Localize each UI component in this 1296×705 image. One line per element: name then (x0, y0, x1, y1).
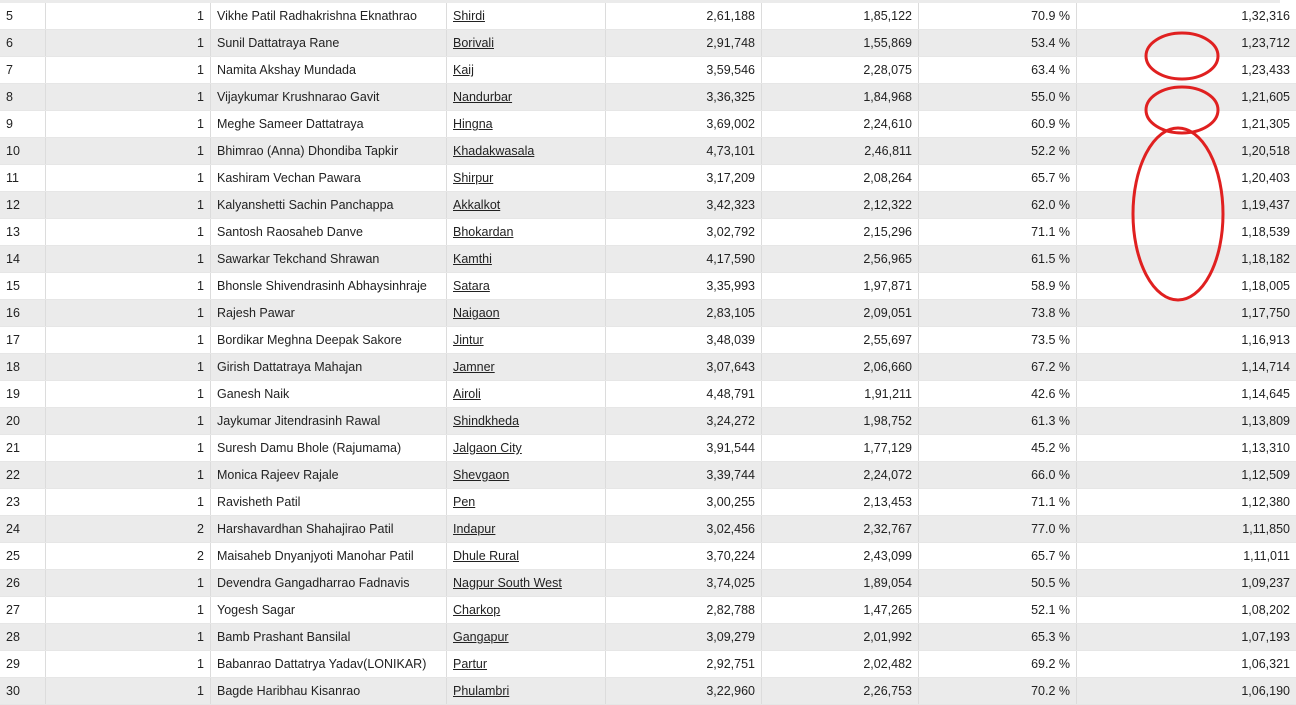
votes-received-cell: 2,09,051 (762, 300, 919, 327)
vote-share-cell: 61.5 % (919, 246, 1077, 273)
constituency-cell (447, 597, 606, 624)
votes-received-cell: 2,26,753 (762, 678, 919, 705)
table-row (0, 111, 1296, 138)
constituency-cell (447, 138, 606, 165)
candidate-name-cell: Jaykumar Jitendrasinh Rawal (211, 408, 447, 435)
round-cell: 1 (46, 219, 211, 246)
vote-share-cell: 65.7 % (919, 165, 1077, 192)
rank-cell: 9 (0, 111, 46, 138)
votes-received-cell: 2,28,075 (762, 57, 919, 84)
vote-share-cell: 70.2 % (919, 678, 1077, 705)
constituency-cell (447, 327, 606, 354)
constituency-cell (447, 30, 606, 57)
vote-share-cell: 73.5 % (919, 327, 1077, 354)
table-row (0, 327, 1296, 354)
constituency-link[interactable]: Satara (453, 279, 490, 293)
total-votes-cell: 2,61,188 (606, 3, 762, 30)
constituency-cell (447, 435, 606, 462)
margin-cell: 1,07,193 (1077, 624, 1296, 651)
votes-received-cell: 2,24,610 (762, 111, 919, 138)
rank-cell: 27 (0, 597, 46, 624)
total-votes-cell: 2,82,788 (606, 597, 762, 624)
rank-cell: 8 (0, 84, 46, 111)
rank-cell: 6 (0, 30, 46, 57)
round-cell: 1 (46, 651, 211, 678)
total-votes-cell: 3,59,546 (606, 57, 762, 84)
constituency-link[interactable]: Shindkheda (453, 414, 519, 428)
constituency-cell (447, 408, 606, 435)
total-votes-cell: 4,48,791 (606, 381, 762, 408)
vote-share-cell: 63.4 % (919, 57, 1077, 84)
constituency-cell (447, 381, 606, 408)
constituency-link[interactable]: Gangapur (453, 630, 509, 644)
total-votes-cell: 3,07,643 (606, 354, 762, 381)
total-votes-cell: 2,83,105 (606, 300, 762, 327)
margin-cell: 1,12,380 (1077, 489, 1296, 516)
table-row (0, 138, 1296, 165)
votes-received-cell: 1,89,054 (762, 570, 919, 597)
round-cell: 1 (46, 165, 211, 192)
constituency-link[interactable]: Airoli (453, 387, 481, 401)
votes-received-cell: 1,85,122 (762, 3, 919, 30)
rank-cell: 29 (0, 651, 46, 678)
constituency-link[interactable]: Nagpur South West (453, 576, 562, 590)
vote-share-cell: 42.6 % (919, 381, 1077, 408)
vote-share-cell: 71.1 % (919, 219, 1077, 246)
vote-share-cell: 45.2 % (919, 435, 1077, 462)
constituency-cell (447, 192, 606, 219)
margin-cell: 1,20,403 (1077, 165, 1296, 192)
rank-cell: 20 (0, 408, 46, 435)
candidate-name-cell: Kashiram Vechan Pawara (211, 165, 447, 192)
table-row (0, 354, 1296, 381)
margin-cell: 1,18,539 (1077, 219, 1296, 246)
candidate-name-cell: Babanrao Dattatrya Yadav(LONIKAR) (211, 651, 447, 678)
table-row (0, 57, 1296, 84)
vote-share-cell: 55.0 % (919, 84, 1077, 111)
constituency-cell (447, 84, 606, 111)
results-table-body (0, 3, 1296, 705)
candidate-name-cell: Monica Rajeev Rajale (211, 462, 447, 489)
margin-cell: 1,06,190 (1077, 678, 1296, 705)
votes-received-cell: 1,97,871 (762, 273, 919, 300)
round-cell: 1 (46, 138, 211, 165)
margin-cell: 1,17,750 (1077, 300, 1296, 327)
table-row (0, 678, 1296, 705)
margin-cell: 1,20,518 (1077, 138, 1296, 165)
votes-received-cell: 2,12,322 (762, 192, 919, 219)
table-row (0, 273, 1296, 300)
table-row (0, 489, 1296, 516)
round-cell: 2 (46, 543, 211, 570)
candidate-name-cell: Harshavardhan Shahajirao Patil (211, 516, 447, 543)
votes-received-cell: 1,77,129 (762, 435, 919, 462)
votes-received-cell: 2,06,660 (762, 354, 919, 381)
constituency-link[interactable]: Phulambri (453, 684, 509, 698)
candidate-name-cell: Bordikar Meghna Deepak Sakore (211, 327, 447, 354)
candidate-name-cell: Meghe Sameer Dattatraya (211, 111, 447, 138)
margin-cell: 1,11,850 (1077, 516, 1296, 543)
table-row (0, 3, 1296, 30)
table-row (0, 381, 1296, 408)
candidate-name-cell: Devendra Gangadharrao Fadnavis (211, 570, 447, 597)
constituency-cell (447, 624, 606, 651)
rank-cell: 19 (0, 381, 46, 408)
margin-cell: 1,32,316 (1077, 3, 1296, 30)
rank-cell: 14 (0, 246, 46, 273)
votes-received-cell: 1,84,968 (762, 84, 919, 111)
margin-cell: 1,21,305 (1077, 111, 1296, 138)
round-cell: 1 (46, 30, 211, 57)
total-votes-cell: 2,91,748 (606, 30, 762, 57)
candidate-name-cell: Maisaheb Dnyanjyoti Manohar Patil (211, 543, 447, 570)
rank-cell: 25 (0, 543, 46, 570)
round-cell: 1 (46, 192, 211, 219)
votes-received-cell: 2,13,453 (762, 489, 919, 516)
round-cell: 1 (46, 246, 211, 273)
constituency-link[interactable]: Jalgaon City (453, 441, 522, 455)
table-row (0, 408, 1296, 435)
rank-cell: 16 (0, 300, 46, 327)
round-cell: 1 (46, 57, 211, 84)
candidate-name-cell: Namita Akshay Mundada (211, 57, 447, 84)
candidate-name-cell: Vijaykumar Krushnarao Gavit (211, 84, 447, 111)
rank-cell: 23 (0, 489, 46, 516)
constituency-link[interactable]: Dhule Rural (453, 549, 519, 563)
vote-share-cell: 53.4 % (919, 30, 1077, 57)
constituency-link[interactable]: Khadakwasala (453, 144, 534, 158)
round-cell: 1 (46, 3, 211, 30)
round-cell: 1 (46, 624, 211, 651)
constituency-cell (447, 165, 606, 192)
round-cell: 1 (46, 678, 211, 705)
candidate-name-cell: Yogesh Sagar (211, 597, 447, 624)
vote-share-cell: 62.0 % (919, 192, 1077, 219)
vote-share-cell: 70.9 % (919, 3, 1077, 30)
margin-cell: 1,16,913 (1077, 327, 1296, 354)
round-cell: 1 (46, 354, 211, 381)
table-row (0, 165, 1296, 192)
candidate-name-cell: Suresh Damu Bhole (Rajumama) (211, 435, 447, 462)
margin-cell: 1,19,437 (1077, 192, 1296, 219)
votes-received-cell: 2,01,992 (762, 624, 919, 651)
table-row (0, 30, 1296, 57)
votes-received-cell: 1,98,752 (762, 408, 919, 435)
candidate-name-cell: Bamb Prashant Bansilal (211, 624, 447, 651)
vote-share-cell: 52.2 % (919, 138, 1077, 165)
round-cell: 1 (46, 435, 211, 462)
constituency-cell (447, 678, 606, 705)
round-cell: 1 (46, 273, 211, 300)
table-row (0, 246, 1296, 273)
constituency-link[interactable]: Naigaon (453, 306, 500, 320)
margin-cell: 1,11,011 (1077, 543, 1296, 570)
table-row (0, 651, 1296, 678)
candidate-name-cell: Sawarkar Tekchand Shrawan (211, 246, 447, 273)
vote-share-cell: 69.2 % (919, 651, 1077, 678)
votes-received-cell: 2,43,099 (762, 543, 919, 570)
votes-received-cell: 2,15,296 (762, 219, 919, 246)
vote-share-cell: 50.5 % (919, 570, 1077, 597)
votes-received-cell: 2,02,482 (762, 651, 919, 678)
constituency-link[interactable]: Indapur (453, 522, 495, 536)
constituency-cell (447, 516, 606, 543)
rank-cell: 26 (0, 570, 46, 597)
margin-cell: 1,06,321 (1077, 651, 1296, 678)
margin-cell: 1,21,605 (1077, 84, 1296, 111)
vote-share-cell: 73.8 % (919, 300, 1077, 327)
total-votes-cell: 3,35,993 (606, 273, 762, 300)
round-cell: 1 (46, 408, 211, 435)
candidate-name-cell: Rajesh Pawar (211, 300, 447, 327)
constituency-cell (447, 354, 606, 381)
constituency-link[interactable]: Borivali (453, 36, 494, 50)
margin-cell: 1,18,182 (1077, 246, 1296, 273)
vote-share-cell: 71.1 % (919, 489, 1077, 516)
constituency-cell (447, 111, 606, 138)
margin-cell: 1,23,433 (1077, 57, 1296, 84)
round-cell: 1 (46, 300, 211, 327)
margin-cell: 1,23,712 (1077, 30, 1296, 57)
total-votes-cell: 3,70,224 (606, 543, 762, 570)
rank-cell: 24 (0, 516, 46, 543)
constituency-cell (447, 57, 606, 84)
constituency-cell (447, 219, 606, 246)
vote-share-cell: 60.9 % (919, 111, 1077, 138)
votes-received-cell: 1,55,869 (762, 30, 919, 57)
vote-share-cell: 66.0 % (919, 462, 1077, 489)
votes-received-cell: 1,47,265 (762, 597, 919, 624)
constituency-cell (447, 489, 606, 516)
constituency-cell (447, 462, 606, 489)
vote-share-cell: 52.1 % (919, 597, 1077, 624)
table-row (0, 300, 1296, 327)
table-row (0, 543, 1296, 570)
rank-cell: 11 (0, 165, 46, 192)
margin-cell: 1,14,645 (1077, 381, 1296, 408)
round-cell: 1 (46, 570, 211, 597)
candidate-name-cell: Sunil Dattatraya Rane (211, 30, 447, 57)
total-votes-cell: 3,69,002 (606, 111, 762, 138)
margin-cell: 1,08,202 (1077, 597, 1296, 624)
candidate-name-cell: Ganesh Naik (211, 381, 447, 408)
total-votes-cell: 4,73,101 (606, 138, 762, 165)
margin-cell: 1,14,714 (1077, 354, 1296, 381)
votes-received-cell: 2,56,965 (762, 246, 919, 273)
votes-received-cell: 1,91,211 (762, 381, 919, 408)
total-votes-cell: 3,00,255 (606, 489, 762, 516)
round-cell: 1 (46, 489, 211, 516)
table-row (0, 624, 1296, 651)
total-votes-cell: 3,02,792 (606, 219, 762, 246)
constituency-link[interactable]: Nandurbar (453, 90, 512, 104)
rank-cell: 15 (0, 273, 46, 300)
margin-cell: 1,13,809 (1077, 408, 1296, 435)
total-votes-cell: 2,92,751 (606, 651, 762, 678)
candidate-name-cell: Bhimrao (Anna) Dhondiba Tapkir (211, 138, 447, 165)
table-row (0, 516, 1296, 543)
table-row (0, 435, 1296, 462)
constituency-link[interactable]: Jamner (453, 360, 495, 374)
table-row (0, 219, 1296, 246)
round-cell: 2 (46, 516, 211, 543)
table-row (0, 597, 1296, 624)
constituency-link[interactable]: Shirdi (453, 9, 485, 23)
constituency-cell (447, 273, 606, 300)
constituency-link[interactable]: Pen (453, 495, 475, 509)
margin-cell: 1,09,237 (1077, 570, 1296, 597)
total-votes-cell: 3,36,325 (606, 84, 762, 111)
constituency-link[interactable]: Hingna (453, 117, 493, 131)
total-votes-cell: 3,74,025 (606, 570, 762, 597)
votes-received-cell: 2,32,767 (762, 516, 919, 543)
candidate-name-cell: Santosh Raosaheb Danve (211, 219, 447, 246)
results-table (0, 3, 1296, 705)
constituency-link[interactable]: Kamthi (453, 252, 492, 266)
total-votes-cell: 3,22,960 (606, 678, 762, 705)
vote-share-cell: 61.3 % (919, 408, 1077, 435)
total-votes-cell: 3,17,209 (606, 165, 762, 192)
constituency-cell (447, 300, 606, 327)
total-votes-cell: 3,42,323 (606, 192, 762, 219)
constituency-link[interactable]: Jintur (453, 333, 484, 347)
constituency-link[interactable]: Bhokardan (453, 225, 513, 239)
rank-cell: 13 (0, 219, 46, 246)
votes-received-cell: 2,46,811 (762, 138, 919, 165)
votes-received-cell: 2,24,072 (762, 462, 919, 489)
round-cell: 1 (46, 327, 211, 354)
rank-cell: 12 (0, 192, 46, 219)
constituency-link[interactable]: Kaij (453, 63, 474, 77)
round-cell: 1 (46, 111, 211, 138)
vote-share-cell: 58.9 % (919, 273, 1077, 300)
table-row (0, 462, 1296, 489)
vote-share-cell: 67.2 % (919, 354, 1077, 381)
candidate-name-cell: Kalyanshetti Sachin Panchappa (211, 192, 447, 219)
constituency-cell (447, 3, 606, 30)
rank-cell: 28 (0, 624, 46, 651)
rank-cell: 10 (0, 138, 46, 165)
round-cell: 1 (46, 462, 211, 489)
rank-cell: 5 (0, 3, 46, 30)
candidate-name-cell: Vikhe Patil Radhakrishna Eknathrao (211, 3, 447, 30)
candidate-name-cell: Bagde Haribhau Kisanrao (211, 678, 447, 705)
votes-received-cell: 2,08,264 (762, 165, 919, 192)
vote-share-cell: 77.0 % (919, 516, 1077, 543)
constituency-cell (447, 543, 606, 570)
vote-share-cell: 65.3 % (919, 624, 1077, 651)
rank-cell: 21 (0, 435, 46, 462)
round-cell: 1 (46, 381, 211, 408)
constituency-cell (447, 651, 606, 678)
rank-cell: 22 (0, 462, 46, 489)
rank-cell: 30 (0, 678, 46, 705)
round-cell: 1 (46, 84, 211, 111)
total-votes-cell: 3,02,456 (606, 516, 762, 543)
constituency-link[interactable]: Akkalkot (453, 198, 500, 212)
vote-share-cell: 65.7 % (919, 543, 1077, 570)
rank-cell: 7 (0, 57, 46, 84)
total-votes-cell: 3,24,272 (606, 408, 762, 435)
constituency-cell (447, 570, 606, 597)
total-votes-cell: 3,48,039 (606, 327, 762, 354)
margin-cell: 1,18,005 (1077, 273, 1296, 300)
total-votes-cell: 3,39,744 (606, 462, 762, 489)
round-cell: 1 (46, 597, 211, 624)
table-row (0, 192, 1296, 219)
candidate-name-cell: Girish Dattatraya Mahajan (211, 354, 447, 381)
constituency-cell (447, 246, 606, 273)
margin-cell: 1,13,310 (1077, 435, 1296, 462)
table-row (0, 570, 1296, 597)
total-votes-cell: 3,09,279 (606, 624, 762, 651)
constituency-link[interactable]: Partur (453, 657, 487, 671)
rank-cell: 18 (0, 354, 46, 381)
total-votes-cell: 3,91,544 (606, 435, 762, 462)
rank-cell: 17 (0, 327, 46, 354)
total-votes-cell: 4,17,590 (606, 246, 762, 273)
candidate-name-cell: Bhonsle Shivendrasinh Abhaysinhraje (211, 273, 447, 300)
candidate-name-cell: Ravisheth Patil (211, 489, 447, 516)
constituency-link[interactable]: Shirpur (453, 171, 493, 185)
constituency-link[interactable]: Charkop (453, 603, 500, 617)
votes-received-cell: 2,55,697 (762, 327, 919, 354)
table-row (0, 84, 1296, 111)
margin-cell: 1,12,509 (1077, 462, 1296, 489)
constituency-link[interactable]: Shevgaon (453, 468, 509, 482)
